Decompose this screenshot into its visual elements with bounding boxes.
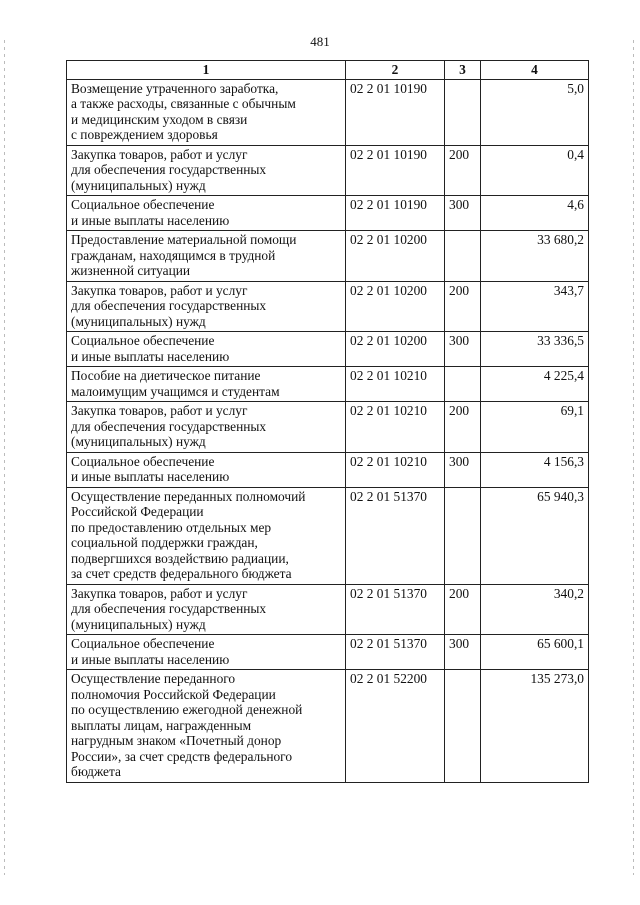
- row-type-cell: 200: [445, 402, 481, 453]
- row-name-cell: Возмещение утраченного заработка, а также расходы, связанные с обычным и медицинским уходом в связи с повреждением здоровья: [67, 79, 346, 145]
- row-type-cell: 300: [445, 332, 481, 367]
- row-amount-cell: 33 336,5: [481, 332, 589, 367]
- page-number: 481: [310, 34, 330, 49]
- row-type-cell: [445, 487, 481, 584]
- row-code-cell: 02 2 01 10210: [346, 402, 445, 453]
- budget-table: [66, 60, 589, 783]
- row-name-cell: Предоставление материальной помощи гражданам, находящимся в трудной жизненной ситуации: [67, 231, 346, 282]
- table-row: [67, 584, 589, 635]
- table-row: [67, 332, 589, 367]
- table-body: [67, 79, 589, 782]
- row-type-cell: [445, 367, 481, 402]
- table-row: [67, 452, 589, 487]
- row-code-cell: 02 2 01 10190: [346, 145, 445, 196]
- row-amount-cell: 135 273,0: [481, 670, 589, 783]
- row-amount-cell: 4 156,3: [481, 452, 589, 487]
- table-row: [67, 79, 589, 145]
- table-row: [67, 231, 589, 282]
- row-amount-cell: 69,1: [481, 402, 589, 453]
- row-name-cell: Закупка товаров, работ и услуг для обеспечения государственных (муниципальных) нужд: [67, 584, 346, 635]
- table-row: [67, 670, 589, 783]
- row-type-cell: [445, 670, 481, 783]
- row-amount-cell: 65 600,1: [481, 635, 589, 670]
- row-amount-cell: 343,7: [481, 281, 589, 332]
- row-name-cell: Пособие на диетическое питание малоимущим учащимся и студентам: [67, 367, 346, 402]
- table-row: [67, 196, 589, 231]
- row-type-cell: 200: [445, 281, 481, 332]
- row-code-cell: 02 2 01 10200: [346, 332, 445, 367]
- row-type-cell: 300: [445, 635, 481, 670]
- row-code-cell: 02 2 01 10200: [346, 281, 445, 332]
- column-header-code: 2: [346, 61, 445, 80]
- row-code-cell: 02 2 01 52200: [346, 670, 445, 783]
- row-name-cell: Закупка товаров, работ и услуг для обеспечения государственных (муниципальных) нужд: [67, 145, 346, 196]
- row-amount-cell: 5,0: [481, 79, 589, 145]
- row-name-cell: Закупка товаров, работ и услуг для обеспечения государственных (муниципальных) нужд: [67, 402, 346, 453]
- row-name-cell: Социальное обеспечение и иные выплаты населению: [67, 332, 346, 367]
- row-code-cell: 02 2 01 10210: [346, 367, 445, 402]
- row-name-cell: Осуществление переданного полномочия Российской Федерации по осуществлению ежегодной денежной выплаты лицам, награжденным нагрудным знаком «Почетный донор России», за счет средств федерального бюджета: [67, 670, 346, 783]
- row-type-cell: 200: [445, 145, 481, 196]
- row-type-cell: 300: [445, 452, 481, 487]
- row-name-cell: Закупка товаров, работ и услуг для обеспечения государственных (муниципальных) нужд: [67, 281, 346, 332]
- row-code-cell: 02 2 01 51370: [346, 635, 445, 670]
- row-code-cell: 02 2 01 51370: [346, 584, 445, 635]
- row-amount-cell: 4 225,4: [481, 367, 589, 402]
- row-type-cell: [445, 231, 481, 282]
- row-amount-cell: 0,4: [481, 145, 589, 196]
- column-header-amount: 4: [481, 61, 589, 80]
- row-name-cell: Социальное обеспечение и иные выплаты населению: [67, 452, 346, 487]
- row-amount-cell: 340,2: [481, 584, 589, 635]
- row-code-cell: 02 2 01 10200: [346, 231, 445, 282]
- table-row: [67, 367, 589, 402]
- row-type-cell: [445, 79, 481, 145]
- row-amount-cell: 4,6: [481, 196, 589, 231]
- row-name-cell: Осуществление переданных полномочий Российской Федерации по предоставлению отдельных мер социальной поддержки граждан, подвергшихся воздействию радиации, за счет средств федерального бюджета: [67, 487, 346, 584]
- table-row: [67, 487, 589, 584]
- table-row: [67, 635, 589, 670]
- row-code-cell: 02 2 01 10190: [346, 79, 445, 145]
- row-type-cell: 200: [445, 584, 481, 635]
- row-type-cell: 300: [445, 196, 481, 231]
- column-header-name: 1: [67, 61, 346, 80]
- row-name-cell: Социальное обеспечение и иные выплаты населению: [67, 196, 346, 231]
- table-row: [67, 402, 589, 453]
- column-header-type: 3: [445, 61, 481, 80]
- table-header-row: [67, 61, 589, 80]
- left-scan-edge: [4, 40, 5, 875]
- table-row: [67, 281, 589, 332]
- table-row: [67, 145, 589, 196]
- row-amount-cell: 65 940,3: [481, 487, 589, 584]
- row-code-cell: 02 2 01 10190: [346, 196, 445, 231]
- row-code-cell: 02 2 01 51370: [346, 487, 445, 584]
- row-amount-cell: 33 680,2: [481, 231, 589, 282]
- row-code-cell: 02 2 01 10210: [346, 452, 445, 487]
- right-scan-edge: [633, 40, 634, 875]
- row-name-cell: Социальное обеспечение и иные выплаты населению: [67, 635, 346, 670]
